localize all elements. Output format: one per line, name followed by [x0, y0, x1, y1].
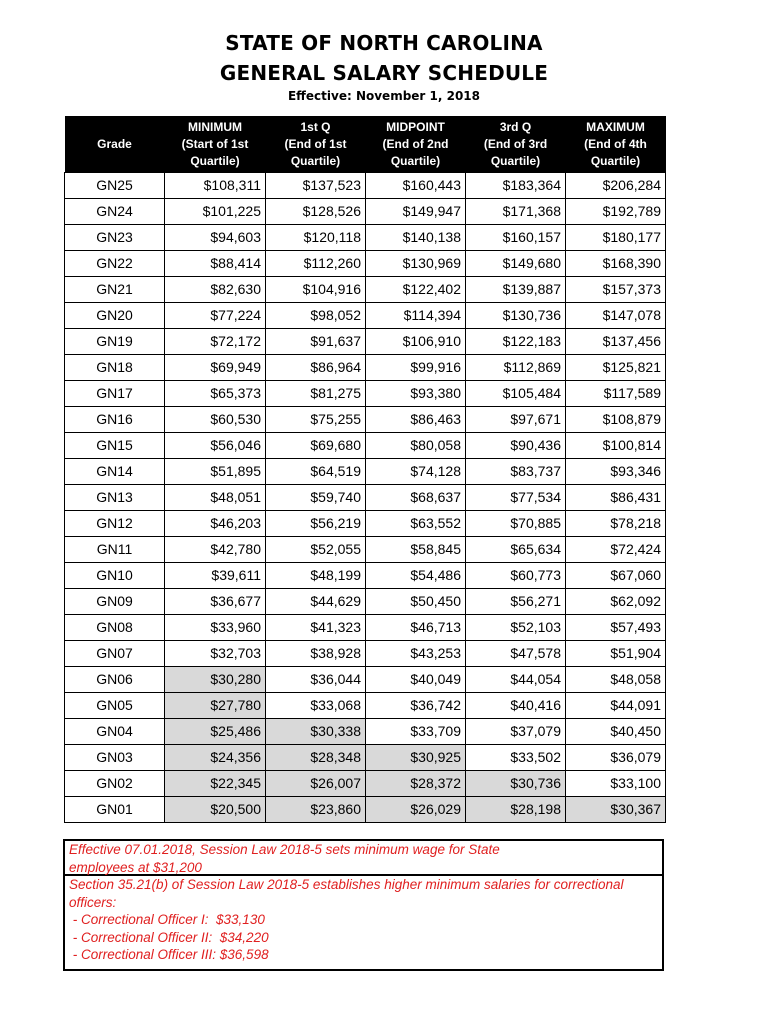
salary-cell: $25,486 — [165, 719, 266, 745]
salary-cell: $57,493 — [566, 615, 666, 641]
grade-cell: GN20 — [65, 303, 165, 329]
salary-cell: $26,007 — [266, 771, 366, 797]
grade-cell: GN07 — [65, 641, 165, 667]
grade-cell: GN23 — [65, 225, 165, 251]
salary-cell: $33,068 — [266, 693, 366, 719]
salary-cell: $183,364 — [466, 173, 566, 199]
grade-cell: GN21 — [65, 277, 165, 303]
salary-cell: $157,373 — [566, 277, 666, 303]
salary-cell: $147,078 — [566, 303, 666, 329]
salary-cell: $30,925 — [366, 745, 466, 771]
grade-cell: GN09 — [65, 589, 165, 615]
salary-cell: $48,058 — [566, 667, 666, 693]
column-header-text: (End of 1st — [284, 136, 347, 151]
grade-cell: GN12 — [65, 511, 165, 537]
salary-cell: $104,916 — [266, 277, 366, 303]
salary-cell: $42,780 — [165, 537, 266, 563]
table-row — [65, 381, 666, 407]
salary-cell: $72,172 — [165, 329, 266, 355]
table-row — [65, 173, 666, 199]
salary-cell: $149,947 — [366, 199, 466, 225]
salary-cell: $122,402 — [366, 277, 466, 303]
grade-cell: GN08 — [65, 615, 165, 641]
note-line: officers: — [69, 894, 117, 910]
note-line: - Correctional Officer II: $34,220 — [69, 929, 269, 945]
salary-cell: $30,736 — [466, 771, 566, 797]
salary-cell: $80,058 — [366, 433, 466, 459]
grade-cell: GN17 — [65, 381, 165, 407]
salary-cell: $50,450 — [366, 589, 466, 615]
salary-cell: $59,740 — [266, 485, 366, 511]
salary-cell: $60,773 — [466, 563, 566, 589]
column-header-1 — [165, 116, 266, 173]
salary-cell: $47,578 — [466, 641, 566, 667]
column-header-text: 1st Q — [300, 119, 331, 134]
salary-cell: $28,198 — [466, 797, 566, 823]
table-row — [65, 771, 666, 797]
column-header-text: Quartile) — [590, 153, 641, 168]
salary-cell: $94,603 — [165, 225, 266, 251]
column-header-2 — [266, 116, 366, 173]
salary-cell: $67,060 — [566, 563, 666, 589]
table-header-row — [65, 116, 666, 173]
table-row — [65, 719, 666, 745]
grade-cell: GN11 — [65, 537, 165, 563]
salary-cell: $99,916 — [366, 355, 466, 381]
table-row — [65, 667, 666, 693]
salary-cell: $130,736 — [466, 303, 566, 329]
grade-cell: GN03 — [65, 745, 165, 771]
salary-cell: $83,737 — [466, 459, 566, 485]
table-row — [65, 225, 666, 251]
grade-cell: GN25 — [65, 173, 165, 199]
salary-cell: $24,356 — [165, 745, 266, 771]
salary-cell: $130,969 — [366, 251, 466, 277]
column-header-text: (End of 3rd — [483, 136, 548, 151]
salary-cell: $100,814 — [566, 433, 666, 459]
table-row — [65, 485, 666, 511]
grade-cell: GN01 — [65, 797, 165, 823]
salary-cell: $36,677 — [165, 589, 266, 615]
salary-cell: $86,964 — [266, 355, 366, 381]
salary-cell: $60,530 — [165, 407, 266, 433]
salary-cell: $65,634 — [466, 537, 566, 563]
salary-cell: $75,255 — [266, 407, 366, 433]
salary-cell: $51,895 — [165, 459, 266, 485]
salary-cell: $33,502 — [466, 745, 566, 771]
salary-cell: $44,629 — [266, 589, 366, 615]
salary-cell: $192,789 — [566, 199, 666, 225]
salary-cell: $64,519 — [266, 459, 366, 485]
salary-cell: $20,500 — [165, 797, 266, 823]
salary-cell: $137,456 — [566, 329, 666, 355]
salary-cell: $51,904 — [566, 641, 666, 667]
salary-cell: $62,092 — [566, 589, 666, 615]
table-row — [65, 433, 666, 459]
salary-cell: $56,219 — [266, 511, 366, 537]
salary-cell: $46,203 — [165, 511, 266, 537]
salary-cell: $86,431 — [566, 485, 666, 511]
salary-cell: $37,079 — [466, 719, 566, 745]
salary-cell: $48,051 — [165, 485, 266, 511]
salary-cell: $98,052 — [266, 303, 366, 329]
salary-cell: $33,100 — [566, 771, 666, 797]
salary-cell: $36,742 — [366, 693, 466, 719]
salary-cell: $65,373 — [165, 381, 266, 407]
column-header-text: MIDPOINT — [386, 119, 445, 134]
salary-cell: $108,879 — [566, 407, 666, 433]
salary-cell: $38,928 — [266, 641, 366, 667]
salary-cell: $28,372 — [366, 771, 466, 797]
salary-cell: $101,225 — [165, 199, 266, 225]
column-header-text: MINIMUM — [188, 119, 242, 134]
salary-cell: $140,138 — [366, 225, 466, 251]
salary-cell: $77,534 — [466, 485, 566, 511]
salary-cell: $149,680 — [466, 251, 566, 277]
table-row — [65, 199, 666, 225]
salary-cell: $43,253 — [366, 641, 466, 667]
salary-cell: $81,275 — [266, 381, 366, 407]
salary-cell: $36,079 — [566, 745, 666, 771]
table-row — [65, 693, 666, 719]
salary-cell: $39,611 — [165, 563, 266, 589]
grade-cell: GN18 — [65, 355, 165, 381]
salary-cell: $52,055 — [266, 537, 366, 563]
salary-cell: $23,860 — [266, 797, 366, 823]
salary-cell: $30,280 — [165, 667, 266, 693]
correctional-officer-note — [63, 876, 664, 971]
salary-cell: $93,380 — [366, 381, 466, 407]
column-header-3 — [366, 116, 466, 173]
salary-cell: $160,443 — [366, 173, 466, 199]
column-header-text: Grade — [97, 136, 132, 151]
salary-cell: $72,424 — [566, 537, 666, 563]
salary-cell: $52,103 — [466, 615, 566, 641]
column-header-5 — [566, 116, 666, 173]
table-row — [65, 303, 666, 329]
table-row — [65, 251, 666, 277]
salary-cell: $88,414 — [165, 251, 266, 277]
salary-cell: $168,390 — [566, 251, 666, 277]
table-row — [65, 511, 666, 537]
salary-cell: $74,128 — [366, 459, 466, 485]
salary-cell: $91,637 — [266, 329, 366, 355]
salary-cell: $112,260 — [266, 251, 366, 277]
grade-cell: GN22 — [65, 251, 165, 277]
grade-cell: GN16 — [65, 407, 165, 433]
salary-cell: $128,526 — [266, 199, 366, 225]
salary-cell: $46,713 — [366, 615, 466, 641]
salary-cell: $36,044 — [266, 667, 366, 693]
salary-cell: $117,589 — [566, 381, 666, 407]
salary-cell: $54,486 — [366, 563, 466, 589]
grade-cell: GN13 — [65, 485, 165, 511]
salary-cell: $93,346 — [566, 459, 666, 485]
salary-cell: $28,348 — [266, 745, 366, 771]
salary-cell: $27,780 — [165, 693, 266, 719]
table-row — [65, 277, 666, 303]
salary-cell: $160,157 — [466, 225, 566, 251]
table-row — [65, 797, 666, 823]
grade-cell: GN10 — [65, 563, 165, 589]
grade-cell: GN05 — [65, 693, 165, 719]
salary-cell: $56,046 — [165, 433, 266, 459]
salary-cell: $139,887 — [466, 277, 566, 303]
column-header-grade — [65, 116, 165, 173]
table-body — [65, 173, 666, 823]
grade-cell: GN14 — [65, 459, 165, 485]
salary-cell: $120,118 — [266, 225, 366, 251]
table-row — [65, 407, 666, 433]
salary-cell: $171,368 — [466, 199, 566, 225]
grade-cell: GN04 — [65, 719, 165, 745]
salary-cell: $30,367 — [566, 797, 666, 823]
salary-cell: $26,029 — [366, 797, 466, 823]
salary-cell: $33,709 — [366, 719, 466, 745]
salary-cell: $69,680 — [266, 433, 366, 459]
document-subtitle: GENERAL SALARY SCHEDULE — [219, 61, 549, 85]
salary-cell: $90,436 — [466, 433, 566, 459]
salary-cell: $32,703 — [165, 641, 266, 667]
column-header-4 — [466, 116, 566, 173]
salary-cell: $137,523 — [266, 173, 366, 199]
effective-date: Effective: November 1, 2018 — [287, 89, 481, 103]
salary-cell: $108,311 — [165, 173, 266, 199]
grade-cell: GN15 — [65, 433, 165, 459]
salary-cell: $58,845 — [366, 537, 466, 563]
table-row — [65, 459, 666, 485]
salary-cell: $180,177 — [566, 225, 666, 251]
salary-cell: $68,637 — [366, 485, 466, 511]
column-header-text: (End of 4th — [584, 136, 647, 151]
column-header-text: Quartile) — [490, 153, 541, 168]
salary-cell: $63,552 — [366, 511, 466, 537]
salary-cell: $22,345 — [165, 771, 266, 797]
table-row — [65, 589, 666, 615]
table-row — [65, 745, 666, 771]
salary-cell: $78,218 — [566, 511, 666, 537]
salary-cell: $114,394 — [366, 303, 466, 329]
salary-cell: $44,054 — [466, 667, 566, 693]
salary-cell: $77,224 — [165, 303, 266, 329]
salary-cell: $40,049 — [366, 667, 466, 693]
salary-cell: $56,271 — [466, 589, 566, 615]
column-header-text: (End of 2nd — [382, 136, 449, 151]
note-line: employees at $31,200 — [69, 859, 202, 875]
salary-cell: $40,416 — [466, 693, 566, 719]
table-row — [65, 537, 666, 563]
salary-cell: $30,338 — [266, 719, 366, 745]
grade-cell: GN24 — [65, 199, 165, 225]
grade-cell: GN19 — [65, 329, 165, 355]
table-row — [65, 563, 666, 589]
table-row — [65, 641, 666, 667]
salary-cell: $105,484 — [466, 381, 566, 407]
salary-cell: $41,323 — [266, 615, 366, 641]
grade-cell: GN06 — [65, 667, 165, 693]
column-header-text: MAXIMUM — [586, 119, 645, 134]
column-header-text: 3rd Q — [499, 119, 532, 134]
document-title: STATE OF NORTH CAROLINA — [225, 31, 543, 55]
salary-cell: $69,949 — [165, 355, 266, 381]
salary-cell: $48,199 — [266, 563, 366, 589]
column-header-text: (Start of 1st — [181, 136, 249, 151]
table-row — [65, 615, 666, 641]
column-header-text: Quartile) — [290, 153, 341, 168]
salary-cell: $125,821 — [566, 355, 666, 381]
column-header-text: Quartile) — [190, 153, 240, 168]
salary-cell: $86,463 — [366, 407, 466, 433]
column-header-text: Quartile) — [390, 153, 441, 168]
salary-cell: $70,885 — [466, 511, 566, 537]
minimum-wage-note — [63, 839, 664, 876]
note-line: Effective 07.01.2018, Session Law 2018-5 sets minimum wage for State — [69, 842, 500, 857]
salary-cell: $33,960 — [165, 615, 266, 641]
note-line: Section 35.21(b) of Session Law 2018-5 establishes higher minimum salaries for correctional — [69, 877, 624, 892]
salary-cell: $97,671 — [466, 407, 566, 433]
note-line: - Correctional Officer III: $36,598 — [69, 947, 269, 962]
salary-cell: $122,183 — [466, 329, 566, 355]
salary-cell: $112,869 — [466, 355, 566, 381]
salary-cell: $82,630 — [165, 277, 266, 303]
note-line: - Correctional Officer I: $33,130 — [69, 912, 265, 927]
table-row — [65, 355, 666, 381]
salary-cell: $44,091 — [566, 693, 666, 719]
salary-cell: $40,450 — [566, 719, 666, 745]
table-row — [65, 329, 666, 355]
salary-cell: $106,910 — [366, 329, 466, 355]
grade-cell: GN02 — [65, 771, 165, 797]
salary-cell: $206,284 — [566, 173, 666, 199]
salary-table — [64, 116, 666, 823]
